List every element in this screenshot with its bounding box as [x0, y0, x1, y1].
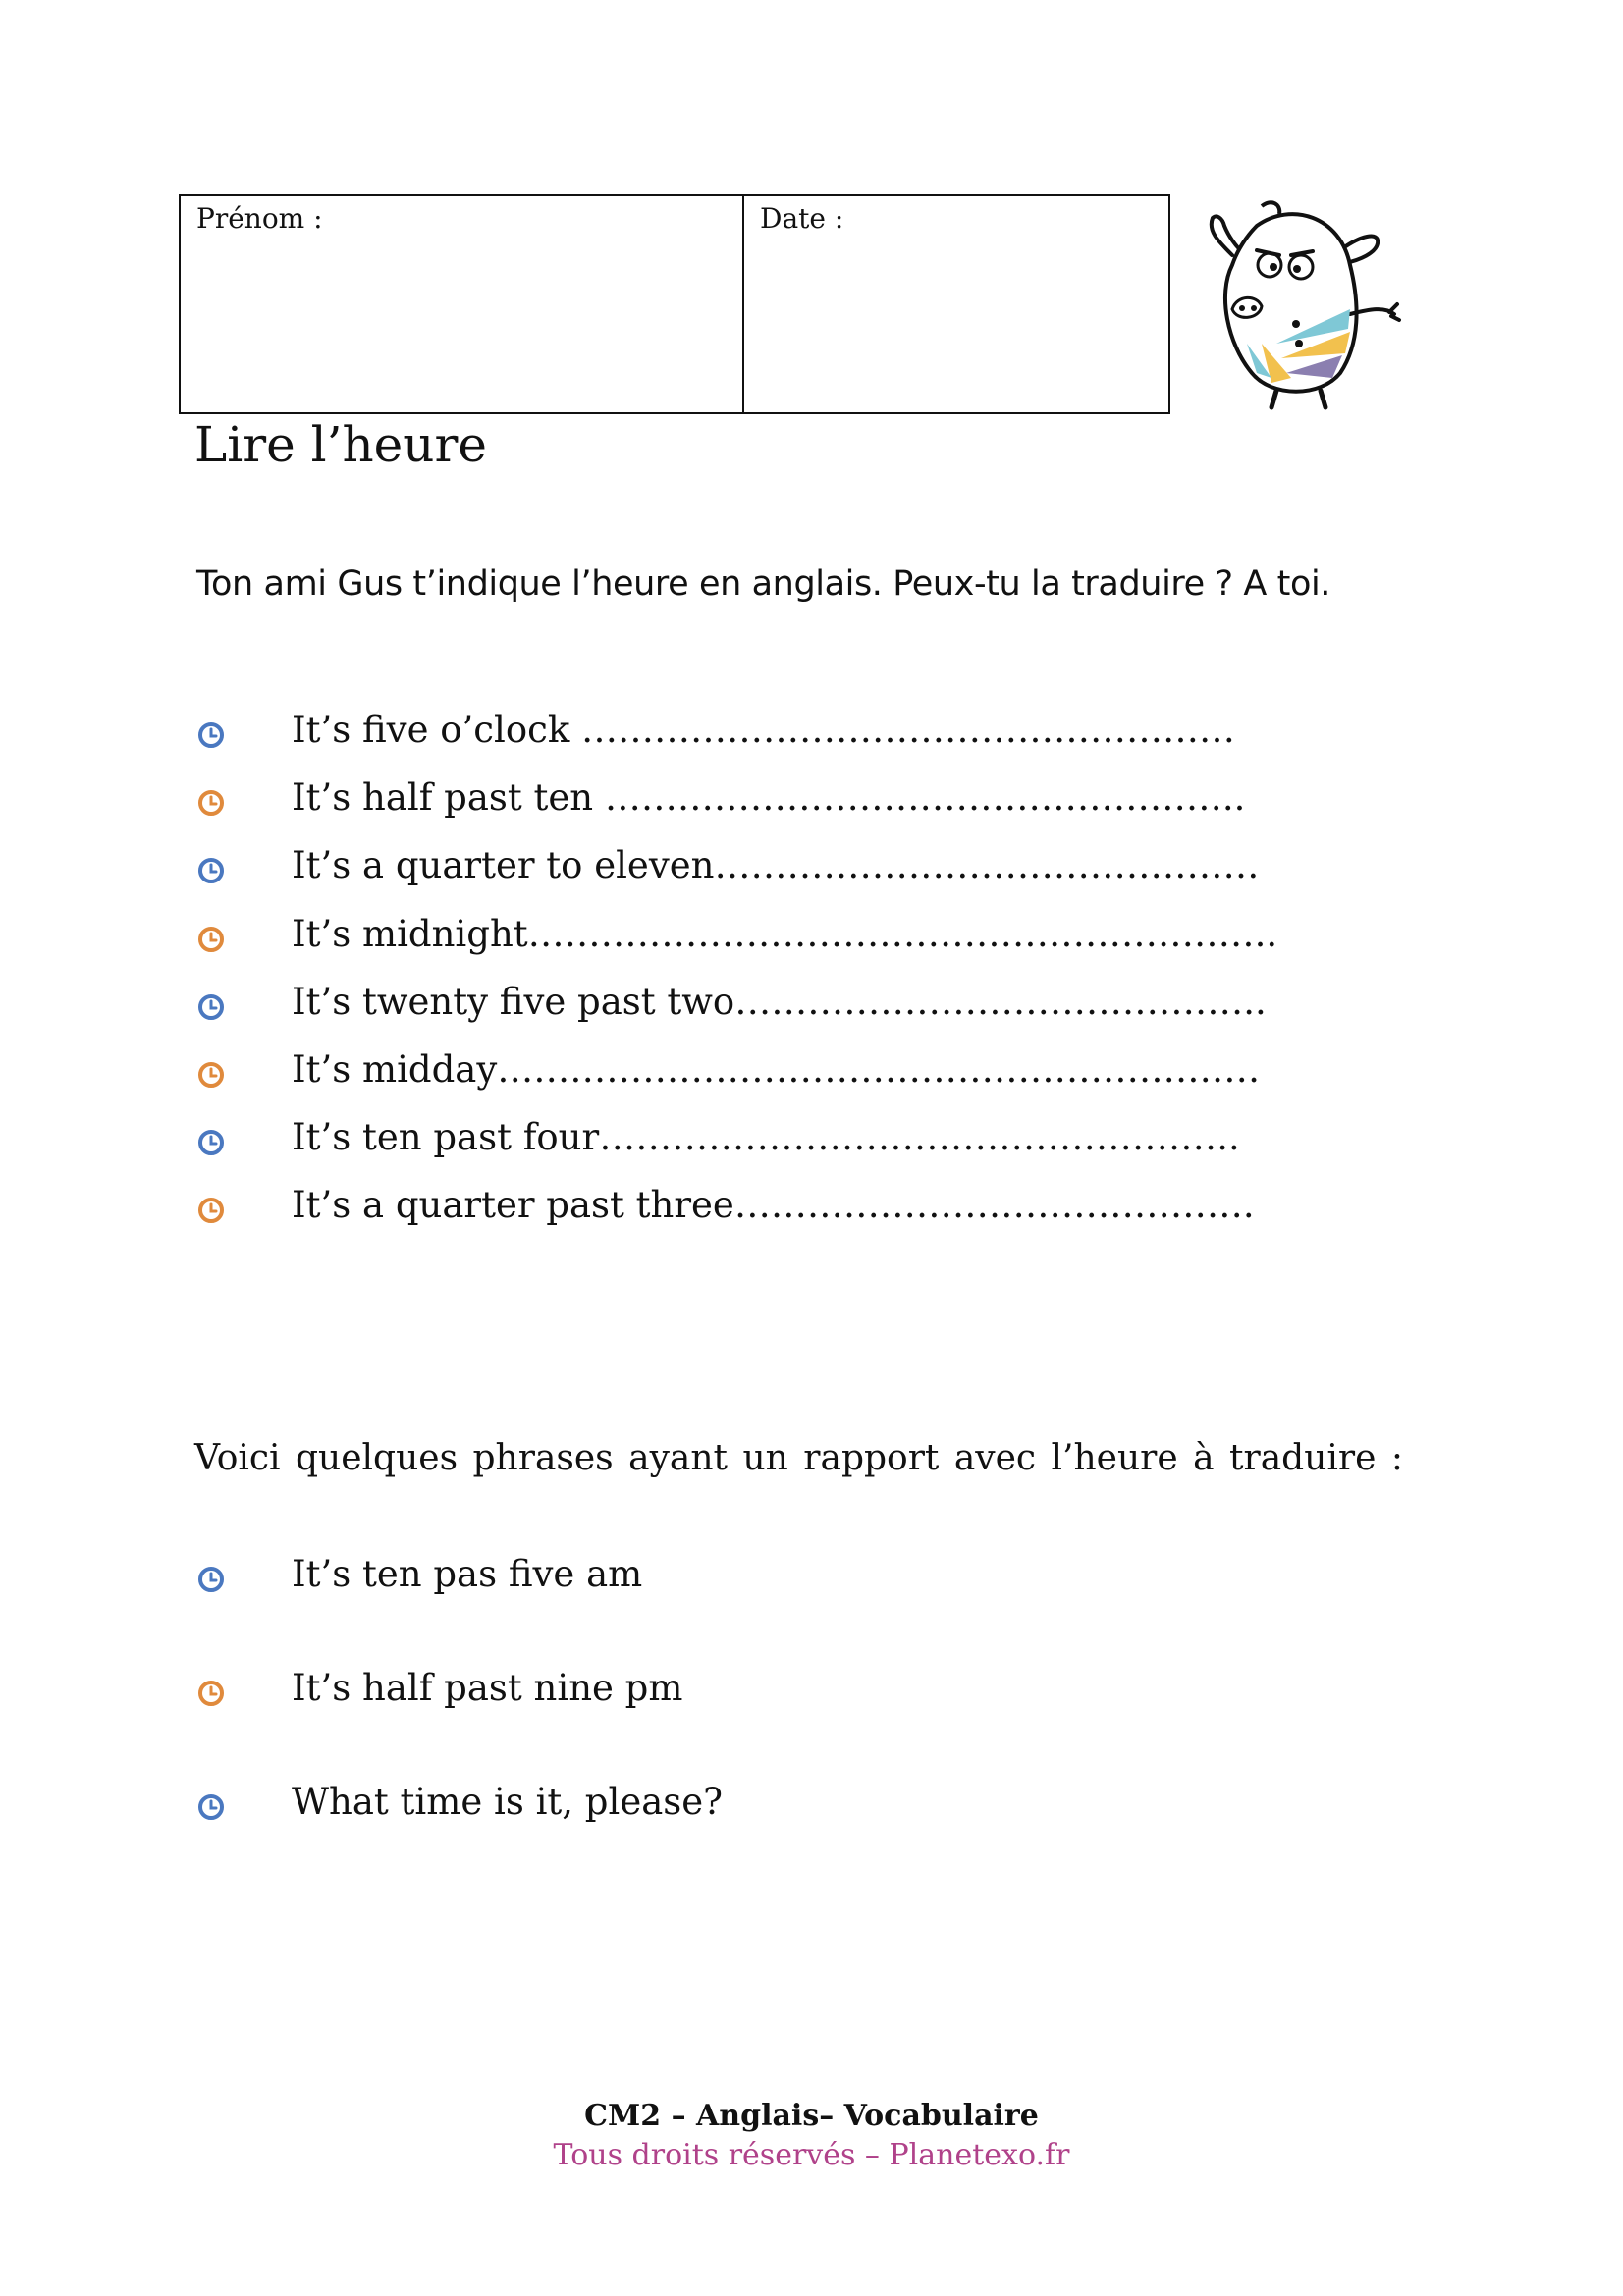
date-label: Date :: [760, 202, 844, 235]
clock-icon: [198, 927, 224, 952]
list-item: [0, 1781, 1623, 1840]
list-item-text: It’s midnight……………………………………………………..: [292, 912, 1278, 955]
first-name-label: Prénom :: [196, 202, 323, 235]
instruction-text: Ton ami Gus t’indique l’heure en anglais. Peux-tu la traduire ? A toi.: [196, 564, 1331, 604]
list-item-text: It’s a quarter to eleven………………………………………: [292, 844, 1260, 887]
date-cell[interactable]: [744, 196, 1168, 412]
second-section-intro: Voici quelques phrases ayant un rapport avec l’heure à traduire :: [194, 1438, 1404, 1478]
footer-subject: CM2 – Anglais– Vocabulaire: [584, 2099, 1039, 2133]
list-item: [0, 844, 1623, 903]
list-item-text: It’s half past nine pm: [292, 1667, 683, 1709]
list-item: [0, 981, 1623, 1040]
clock-icon: [198, 722, 224, 748]
list-item-text: It’s five o’clock ………………………………………………: [292, 709, 1236, 751]
clock-icon: [198, 790, 224, 816]
clock-icon: [198, 994, 224, 1020]
list-item: [0, 709, 1623, 768]
list-item-text: It’s midday………………………………………………………: [292, 1048, 1261, 1091]
clock-icon: [198, 1794, 224, 1820]
list-item-text: It’s a quarter past three…………………………………….: [292, 1184, 1255, 1227]
list-item-text: What time is it, please?: [292, 1781, 723, 1823]
sheep-mascot-icon: [1203, 196, 1409, 417]
name-date-table: [179, 194, 1170, 414]
list-item-text: It’s ten pas five am: [292, 1553, 643, 1595]
list-item-text: It’s ten past four……………………………………………..: [292, 1116, 1240, 1159]
list-item: [0, 913, 1623, 972]
clock-icon: [198, 1198, 224, 1223]
clock-icon: [198, 1130, 224, 1155]
list-item: [0, 1048, 1623, 1107]
list-item-text: It’s half past ten ……………………………………………..: [292, 776, 1246, 820]
list-item: [0, 1553, 1623, 1612]
clock-icon: [198, 1567, 224, 1592]
list-item: [0, 1116, 1623, 1175]
page-title: Lire l’heure: [194, 416, 487, 473]
clock-icon: [198, 1681, 224, 1706]
list-item-text: It’s twenty five past two……………………………………..: [292, 980, 1267, 1023]
list-item: [0, 1667, 1623, 1726]
footer-copyright: Tous droits réservés – Planetexo.fr: [553, 2138, 1070, 2172]
list-item: [0, 1184, 1623, 1243]
first-name-cell[interactable]: [181, 196, 744, 412]
clock-icon: [198, 1062, 224, 1088]
list-item: [0, 776, 1623, 835]
clock-icon: [198, 858, 224, 883]
